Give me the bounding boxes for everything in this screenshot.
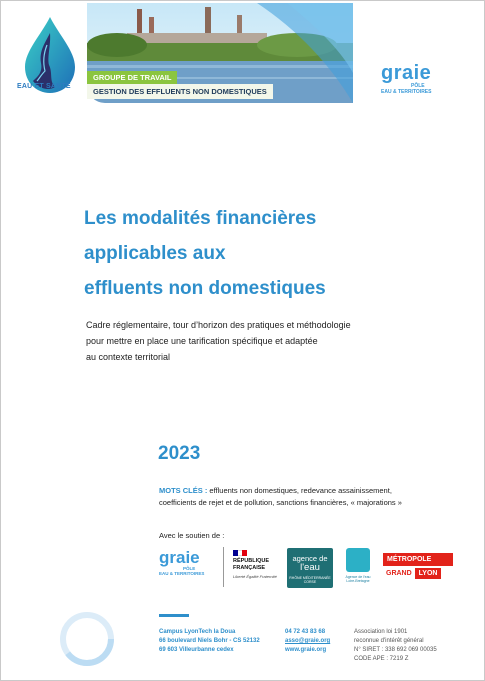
document-subtitle (86, 317, 396, 365)
grand-label: GRAND (383, 568, 415, 579)
support-graie-name: graie (159, 548, 200, 567)
republique-line-1: RÉPUBLIQUE (233, 558, 270, 564)
graie-logo (381, 63, 451, 95)
assoc-line-4: CODE APE : 7219 Z (354, 656, 409, 662)
eau-sante-logo (19, 15, 81, 109)
graie-pole: PÔLE (411, 83, 425, 89)
agence-line-1: agence de (292, 554, 328, 563)
republique-logo (233, 550, 279, 579)
footer-address (159, 628, 260, 655)
lyon-label: LYON (415, 568, 442, 579)
footer-association (354, 628, 437, 664)
publication-year: 2023 (158, 443, 201, 464)
agence-line-3: RHÔNE MÉDITERRANÉE CORSE (289, 576, 331, 584)
support-graie-logo (159, 549, 217, 576)
footer-accent-bar (159, 614, 189, 617)
support-graie-pole: PÔLE (183, 566, 196, 571)
assoc-line-1: Association loi 1901 (354, 629, 408, 635)
working-group-badge (87, 71, 297, 101)
subtitle-line-1: Cadre réglementaire, tour d’horizon des pratiques et méthodologie (86, 320, 351, 330)
support-label: Avec le soutien de : (159, 531, 225, 540)
french-flag-icon (233, 550, 247, 556)
address-line-1: Campus LyonTech la Doua (159, 629, 236, 635)
agence-line-2: l'eau (300, 562, 320, 573)
title-line-3: effluents non domestiques (84, 278, 326, 299)
footer-phone: 04 72 43 83 68 (285, 629, 326, 635)
assoc-line-3: N° SIRET : 338 692 069 00035 (354, 647, 437, 653)
title-line-1: Les modalités financières (84, 208, 317, 229)
republique-text (233, 558, 279, 572)
document-title (84, 201, 326, 306)
footer-email-link[interactable]: asso@graie.org (285, 638, 331, 644)
address-line-2: 66 boulevard Niels Bohr - CS 52132 (159, 638, 260, 644)
graie-tagline: EAU & TERRITOIRES (381, 89, 432, 95)
title-line-2: applicables aux (84, 243, 226, 264)
working-group-topic: GESTION DES EFFLUENTS NON DOMESTIQUES (87, 84, 273, 99)
ae-text: Agence de l'eau Loire-Bretagne (345, 575, 371, 583)
footer-contact (285, 628, 330, 655)
address-line-3: 69 603 Villeurbanne cedex (159, 647, 234, 653)
republique-line-2: FRANÇAISE (233, 565, 266, 571)
working-group-label: GROUPE DE TRAVAIL (87, 71, 177, 84)
keywords-text-1: effluents non domestiques, redevance assainissement, (207, 486, 392, 495)
republique-motto: Liberté Égalité Fraternité (233, 574, 277, 579)
keywords-block (159, 485, 429, 509)
support-graie-tagline: EAU & TERRITOIRES (159, 571, 205, 576)
assoc-line-2: reconnue d'intérêt général (354, 638, 424, 644)
decorative-ring-icon (57, 609, 117, 669)
ae-mark-icon (346, 548, 370, 572)
subtitle-line-3: au contexte territorial (86, 352, 171, 362)
eau-sante-label: EAU ET SANTÉ (17, 83, 71, 90)
agence-loire-bretagne-logo (341, 548, 375, 588)
logo-divider (223, 547, 224, 587)
keywords-text-2: coefficients de rejet et de pollution, sanctions financières, « majorations » (159, 498, 402, 507)
subtitle-line-2: pour mettre en place une tarification spécifique et adaptée (86, 336, 318, 346)
graie-name: graie (381, 62, 432, 84)
metropole-lyon-logo (383, 553, 457, 579)
agence-eau-logo (287, 548, 333, 588)
footer-website-link[interactable]: www.graie.org (285, 647, 327, 653)
metropole-label: MÉTROPOLE (383, 553, 453, 566)
keywords-label: MOTS CLÉS : (159, 486, 208, 495)
